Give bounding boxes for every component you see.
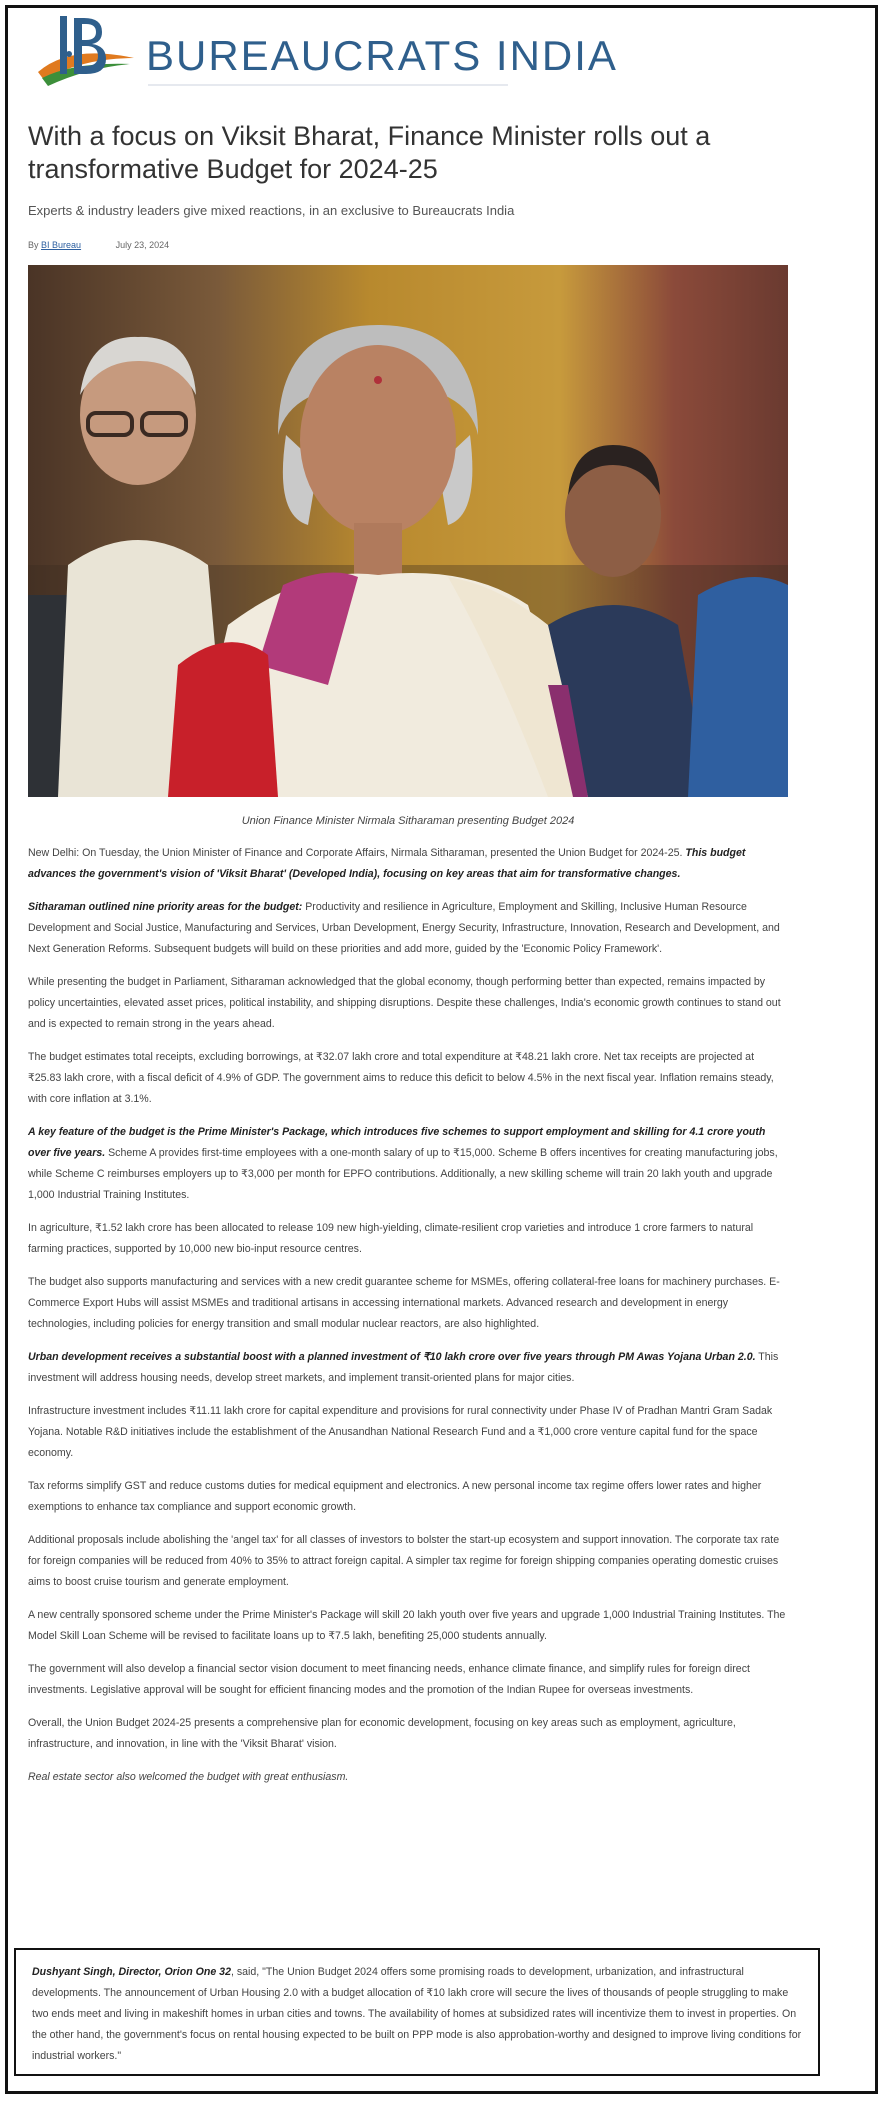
site-brand-name[interactable]: BUREAUCRATS INDIA [146,32,618,79]
brand-divider [148,84,508,86]
expert-quote-box [14,1948,820,2076]
article-byline [28,240,169,250]
paragraph: Tax reforms simplify GST and reduce customs duties for medical equipment and electronics. A new personal income tax regime offers lower rates and higher exemptions to enhance tax compliance and support economic growth. [28,1480,762,1513]
publish-date: July 23, 2024 [115,240,170,250]
article-headline: With a focus on Viksit Bharat, Finance Minister rolls out a transformative Budget for 2024-25 [28,121,711,184]
paragraph-emphasis: A key feature of the budget is the Prime Minister's Package, which introduces five schemes to support employment and skilling for 4.1 crore youth over five years. [28,1126,766,1159]
paragraph: While presenting the budget in Parliament, Sitharaman acknowledged that the global economy, though performing better than expected, remains impacted by policy uncertainties, elevated asset prices, political instability, and shipping disruptions. Despite these challenges, India's economic growth continues to stand out and is expected to remain strong in the years ahead. [28,976,781,1030]
quote-text: , said, "The Union Budget 2024 offers some promising roads to development, urbanization, and infrastructural developments. The announcement of Urban Housing 2.0 with a budget allocation of ₹10 lakh crore will secure the lives of thousands of people struggling to make two ends meet and living in makeshift homes in urban cities and towns. The availability of homes at subsidized rates will incentivize them to invest in properties. On the other hand, the government's focus on rental housing expected to be built on PPP mode is also approbation-worthy and designed to improve living conditions for industrial workers." [32,1966,802,2062]
paragraph-emphasis: This budget advances the government's vision of 'Viksit Bharat' (Developed India), focusing on key areas that aim for transformative changes. [28,847,746,880]
paragraph-emphasis: Sitharaman outlined nine priority areas for the budget: [28,901,303,913]
article-subhead: Experts & industry leaders give mixed reactions, in an exclusive to Bureaucrats India [28,203,515,218]
paragraph: The government will also develop a financial sector vision document to meet financing needs, enhance climate finance, and simplify rules for foreign direct investments. Legislative approval will be sought for efficient financing modes and the promotion of the Indian Rupee for overseas investments. [28,1663,750,1696]
author-link[interactable]: BI Bureau [41,240,82,250]
article-body [28,843,790,1800]
byline-prefix: By [28,240,39,250]
paragraph: A new centrally sponsored scheme under the Prime Minister's Package will skill 20 lakh youth over five years and upgrade 1,000 Industrial Training Institutes. The Model Skill Loan Scheme will be revised to facilitate loans up to ₹7.5 lakh, benefiting 25,000 students annually. [28,1609,786,1642]
paragraph: Additional proposals include abolishing the 'angel tax' for all classes of investors to bolster the start-up ecosystem and support innovation. The corporate tax rate for foreign companies will be reduced from 40% to 35% to attract foreign capital. A simpler tax regime for foreign shipping companies operating domestic cruises aims to boost cruise tourism and generate employment. [28,1534,780,1588]
photo-caption: Union Finance Minister Nirmala Sitharaman presenting Budget 2024 [241,815,575,827]
paragraph: Real estate sector also welcomed the budget with great enthusiasm. [28,1771,349,1783]
quote-speaker: Dushyant Singh, Director, Orion One 32 [32,1966,231,1978]
paragraph [28,897,790,960]
paragraph: In agriculture, ₹1.52 lakh crore has been allocated to release 109 new high-yielding, climate-resilient crop varieties and introduce 1 crore farmers to natural farming practices, supported by 10,000 new bio-input resource centres. [28,1222,754,1255]
article-photo [28,265,788,797]
paragraph-text: Scheme A provides first-time employees with a one-month salary of up to ₹15,000. Scheme B offers incentives for creating manufacturing jobs, while Scheme C reimburses employers up to ₹3,000 per month for EPFO contributions. Additionally, a new skilling scheme will train 20 lakh youth and upgrade 1,000 Industrial Training Institutes. [28,1147,778,1201]
paragraph [28,1347,790,1389]
paragraph [28,843,790,885]
bureaucrats-india-logo[interactable] [30,14,140,94]
paragraph: The budget estimates total receipts, excluding borrowings, at ₹32.07 lakh crore and total expenditure at ₹48.21 lakh crore. Net tax receipts are projected at ₹25.83 lakh crore, with a fiscal deficit of 4.9% of GDP. The government aims to reduce this deficit to below 4.5% in the next fiscal year. Inflation remains steady, with core inflation at 3.1%. [28,1051,774,1105]
paragraph [28,1122,790,1206]
paragraph: Overall, the Union Budget 2024-25 presents a comprehensive plan for economic development, focusing on key areas such as employment, agriculture, infrastructure, and innovation, in line with the 'Viksit Bharat' vision. [28,1717,736,1750]
paragraph: Infrastructure investment includes ₹11.11 lakh crore for capital expenditure and provisions for rural connectivity under Phase IV of Pradhan Mantri Gram Sadak Yojana. Notable R&D initiatives include the establishment of the Anusandhan National Research Fund and a ₹1,000 crore venture capital fund for the space economy. [28,1405,773,1459]
site-header [30,14,870,94]
photo-illustration [28,265,788,797]
paragraph-emphasis: Urban development receives a substantial boost with a planned investment of ₹10 lakh crore over five years through PM Awas Yojana Urban 2.0. [28,1351,756,1363]
paragraph-text: This investment will address housing needs, develop street markets, and implement transit-oriented plans for major cities. [28,1351,779,1384]
paragraph-text: Productivity and resilience in Agriculture, Employment and Skilling, Inclusive Human Resource Development and Social Justice, Manufacturing and Services, Urban Development, Energy Security, Infrastructure, Innovation, Research and Development, and Next Generation Reforms. Subsequent budgets will build on these priorities and add more, guided by the 'Economic Policy Framework'. [28,901,780,955]
paragraph-text: New Delhi: On Tuesday, the Union Minister of Finance and Corporate Affairs, Nirmala Sitharaman, presented the Union Budget for 2024-25. [28,847,683,859]
paragraph: The budget also supports manufacturing and services with a new credit guarantee scheme for MSMEs, offering collateral-free loans for machinery purchases. E-Commerce Export Hubs will assist MSMEs and traditional artisans in accessing international markets. Advanced research and development in energy technologies, including policies for energy transition and small modular nuclear reactors, are also highlighted. [28,1276,780,1330]
